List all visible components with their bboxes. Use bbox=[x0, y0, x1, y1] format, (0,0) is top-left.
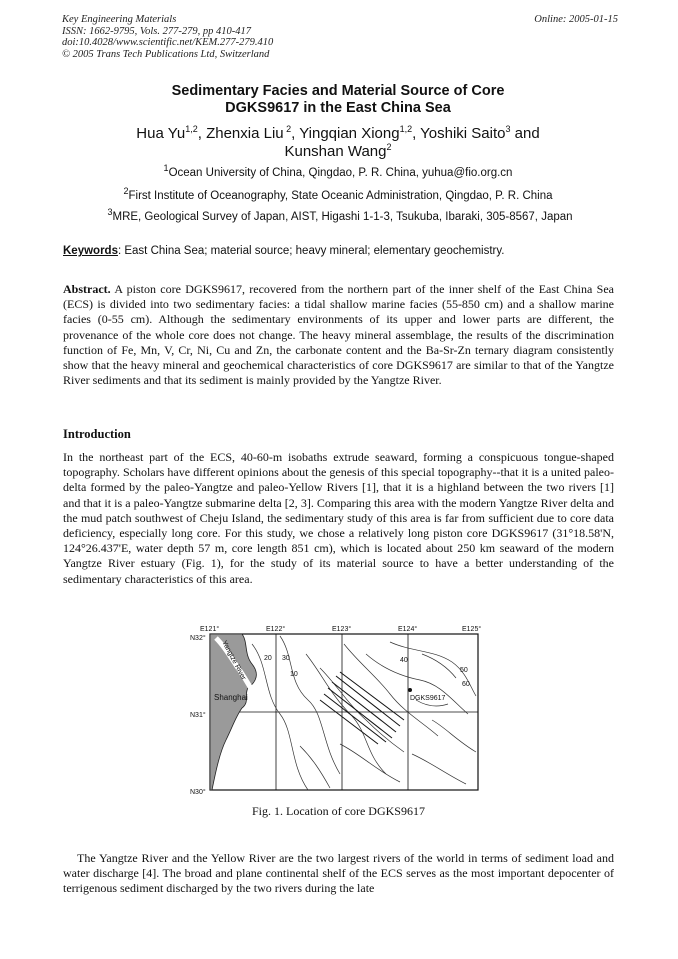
isobath-label: 50 bbox=[460, 667, 468, 674]
keywords-text: : East China Sea; material source; heavy mineral; elementary geochemistry. bbox=[117, 245, 505, 257]
isobath-label: 60 bbox=[462, 681, 470, 688]
keywords-label: Keywords bbox=[63, 245, 118, 257]
abstract bbox=[63, 282, 614, 388]
lat-label: N31° bbox=[190, 712, 206, 719]
river-label: Yangtze River bbox=[220, 639, 247, 682]
author-name: , Zhenxia Liu bbox=[197, 125, 284, 142]
affiliation-1 bbox=[60, 163, 616, 180]
journal-name: Key Engineering Materials bbox=[62, 14, 177, 25]
journal-issn: ISSN: 1662-9795, Vols. 277-279, pp 410-417 bbox=[62, 25, 251, 37]
city-label: Shanghai bbox=[214, 693, 248, 702]
lon-label: E123° bbox=[332, 626, 352, 633]
figure-caption: Fig. 1. Location of core DGKS9617 bbox=[252, 804, 425, 818]
lon-label: E125° bbox=[462, 626, 482, 633]
lon-label: E122° bbox=[266, 626, 286, 633]
author-name: Hua Yu bbox=[136, 125, 186, 142]
isobath-label: 20 bbox=[264, 655, 272, 662]
isobath-label: 10 bbox=[290, 671, 298, 678]
lat-label: N30° bbox=[190, 789, 206, 796]
map-shelf-ridges bbox=[320, 672, 404, 744]
affiliation-text: Ocean University of China, Qingdao, P. R. China, yuhua@fio.org.cn bbox=[168, 167, 513, 179]
author-sup: 1,2 bbox=[185, 124, 198, 134]
author-sup: 2 bbox=[283, 124, 292, 134]
author-name: Kunshan Wang bbox=[284, 143, 387, 160]
affiliation-2 bbox=[60, 186, 616, 203]
author-line-1 bbox=[60, 125, 616, 143]
author-sup: 2 bbox=[386, 142, 392, 152]
author-name: , Yingqian Xiong bbox=[291, 125, 400, 142]
affiliation-sup: 2 bbox=[123, 186, 129, 197]
location-map-figure bbox=[190, 624, 490, 796]
affiliation-sup: 1 bbox=[163, 163, 169, 174]
online-date: Online: 2005-01-15 bbox=[534, 14, 618, 25]
journal-copyright: © 2005 Trans Tech Publications Ltd, Switzerland bbox=[62, 48, 270, 60]
map-frame bbox=[210, 634, 478, 790]
paper-title bbox=[60, 83, 616, 116]
author-list bbox=[60, 125, 616, 161]
introduction-paragraph-2: The Yangtze River and the Yellow River are the two largest rivers of the world in terms of sediment load and water discharge [4]. The broad and plane continental shelf of the ECS serves as the most important depocenter of terrigenous sediment discharged by the two rivers during the late bbox=[63, 851, 614, 896]
keywords bbox=[63, 245, 619, 257]
affiliation-3 bbox=[62, 207, 618, 224]
map-latitude-labels bbox=[190, 634, 206, 796]
journal-header bbox=[62, 14, 618, 60]
author-sup: 3 bbox=[505, 124, 511, 134]
abstract-label: Abstract. bbox=[63, 282, 111, 296]
isobath-label: 40 bbox=[400, 657, 408, 664]
isobath-label: 30 bbox=[282, 655, 290, 662]
author-conjunction: and bbox=[510, 125, 540, 142]
affiliation-text: First Institute of Oceanography, State Oceanic Administration, Qingdao, P. R. China bbox=[128, 190, 553, 202]
map-longitude-labels bbox=[200, 625, 481, 633]
title-line-1: Sedimentary Facies and Material Source of Core bbox=[171, 83, 505, 99]
lon-label: E124° bbox=[398, 626, 418, 633]
author-name: , Yoshiki Saito bbox=[412, 125, 506, 142]
core-label: DGKS9617 bbox=[410, 695, 446, 702]
affiliation-sup: 3 bbox=[107, 207, 113, 218]
author-sup: 1,2 bbox=[399, 124, 413, 134]
author-line-2 bbox=[60, 143, 616, 161]
affiliation-text: MRE, Geological Survey of Japan, AIST, Higashi 1-1-3, Tsukuba, Ibaraki, 305-8567, Japan bbox=[112, 211, 573, 223]
lat-label: N32° bbox=[190, 635, 206, 642]
introduction-paragraph-1: In the northeast part of the ECS, 40-60-m isobaths extrude seaward, forming a conspicuous tongue-shaped topography. Scholars have different opinions about the genesis of this special topography--that it is a united paleo-delta formed by the paleo-Yangtze and paleo-Yellow Rivers [1], that it is a highland between the two rivers [1] and that it is a paleo-Yangtze submarine delta [2, 3]. Comparing this area with the modern Yangtze River delta and the mud patch southwest of Cheju Island, the sedimentary study of this area is far from sufficient due to core data deficiency, especially long core. For this study, we chose a relatively long piston core DGKS9617 (31°18.58'N, 124°26.437'E, water depth 57 m, core length 851 cm), which is located about 250 km seaward of the modern Yangtze River estuary (Fig. 1), for the study of its material source to have a better understanding of the sedimentary characteristics of this area. bbox=[63, 450, 614, 586]
abstract-text: A piston core DGKS9617, recovered from the northern part of the inner shelf of the East China Sea (ECS) is divided into two sedimentary facies: a tidal shallow marine facies (55-850 cm) and a shallow marine facies (0-55 cm). Although the sedimentary environments of its upper and lower parts are different, the provenance of the whole core does not change. The heavy mineral assemblage, the results of the discrimination function of Fe, Mn, V, Cr, Ni, Cu and Zn, the carbonate content and the Ba-Sr-Zn ternary diagram consistently show that the heavy mineral and geochemical characteristics of core DGKS9617 are similar to that of the Yangtze River sediments and that its sediment is mainly provided by the Yangtze River. bbox=[63, 282, 614, 388]
core-location-marker bbox=[408, 688, 412, 692]
lon-label: E121° bbox=[200, 626, 220, 633]
title-line-2: DGKS9617 in the East China Sea bbox=[225, 99, 451, 116]
journal-doi: doi:10.4028/www.scientific.net/KEM.277-279.410 bbox=[62, 37, 274, 48]
introduction-heading: Introduction bbox=[63, 427, 131, 441]
